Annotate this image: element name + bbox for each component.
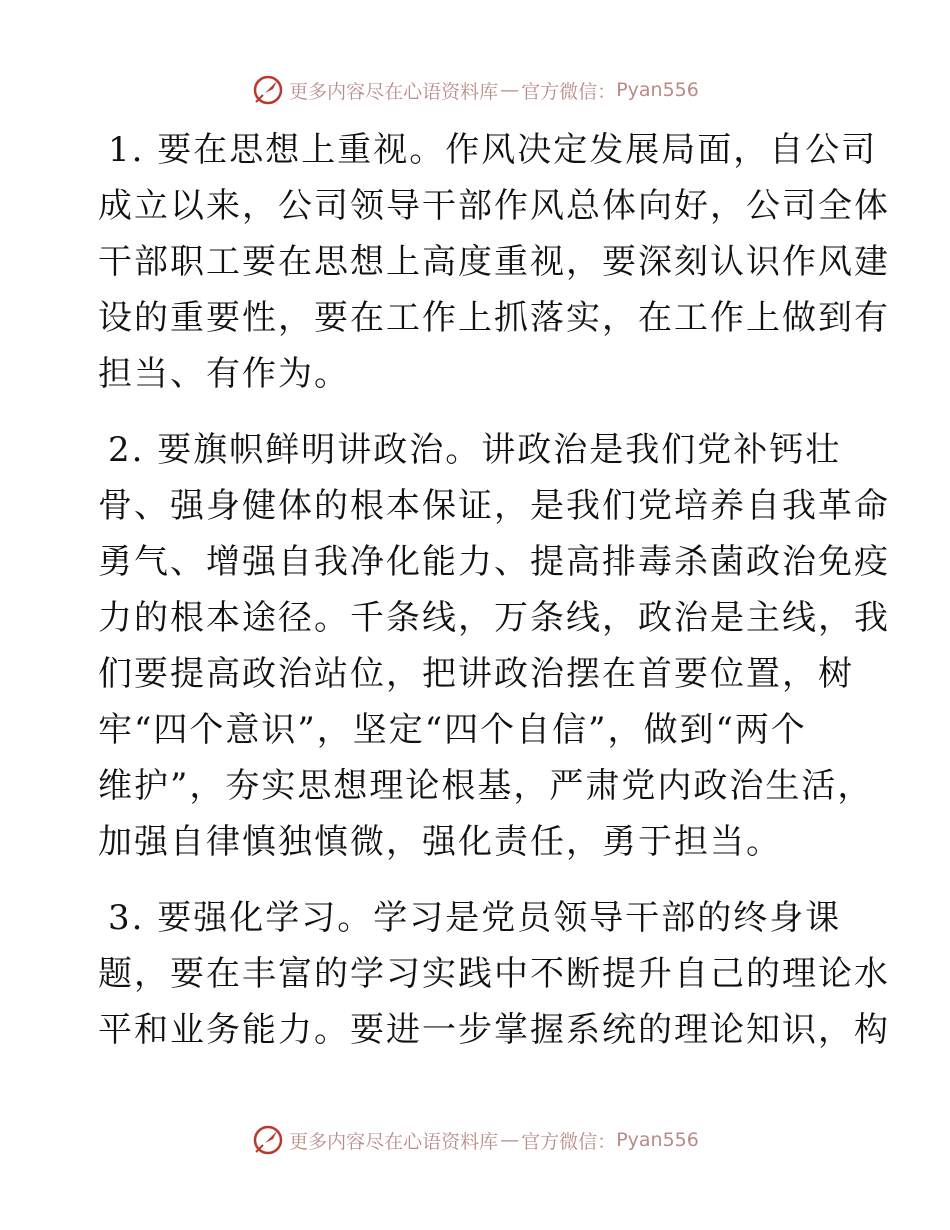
banner-separator: — (500, 1129, 520, 1151)
text-line: 2. 要旗帜鲜明讲政治。讲政治是我们党补钙壮 (108, 430, 842, 470)
text-line: 勇气、增强自我净化能力、提高排毒杀菌政治免疫 (98, 542, 890, 582)
text-line: 成立以来，公司领导干部作风总体向好，公司全体 (98, 186, 890, 226)
banner-wechat-id: Pyan556 (616, 79, 699, 101)
text-line: 干部职工要在思想上高度重视，要深刻认识作风建 (98, 242, 890, 282)
text-line: 设的重要性，要在工作上抓落实，在工作上做到有 (98, 298, 890, 338)
feather-pen-logo-icon (251, 1123, 285, 1157)
document-body (98, 122, 890, 1078)
text-line: 3. 要强化学习。学习是党员领导干部的终身课 (108, 898, 842, 938)
text-line: 担当、有作为。 (98, 354, 350, 394)
text-line: 力的根本途径。千条线，万条线，政治是主线，我 (98, 598, 890, 638)
text-line: 骨、强身健体的根本保证，是我们党培养自我革命 (98, 486, 890, 526)
banner-wechat-label: 官方微信： (521, 1130, 617, 1153)
banner-separator: — (500, 79, 520, 101)
text-line: 平和业务能力。要进一步掌握系统的理论知识，构 (98, 1010, 890, 1050)
text-line: 加强自律慎独慎微，强化责任，勇于担当。 (98, 822, 782, 862)
header-banner (0, 70, 950, 110)
text-line: 题，要在丰富的学习实践中不断提升自己的理论水 (98, 954, 890, 994)
banner-wechat-label: 官方微信： (521, 80, 617, 103)
paragraph-1 (98, 122, 890, 402)
text-line: 1. 要在思想上重视。作风决定发展局面，自公司 (108, 130, 878, 170)
text-line: 牢“四个意识”，坚定“四个自信”，做到“两个 (98, 710, 807, 750)
footer-banner (0, 1120, 950, 1160)
paragraph-3 (98, 890, 890, 1058)
banner-wechat-id: Pyan556 (616, 1129, 699, 1151)
banner-text: 更多内容尽在心语资料库 (289, 1130, 499, 1153)
paragraph-2 (98, 422, 890, 870)
text-line: 们要提高政治站位，把讲政治摆在首要位置，树 (98, 654, 854, 694)
feather-pen-logo-icon (251, 73, 285, 107)
text-line: 维护”，夯实思想理论根基，严肃党内政治生活， (98, 766, 874, 806)
banner-text: 更多内容尽在心语资料库 (289, 80, 499, 103)
